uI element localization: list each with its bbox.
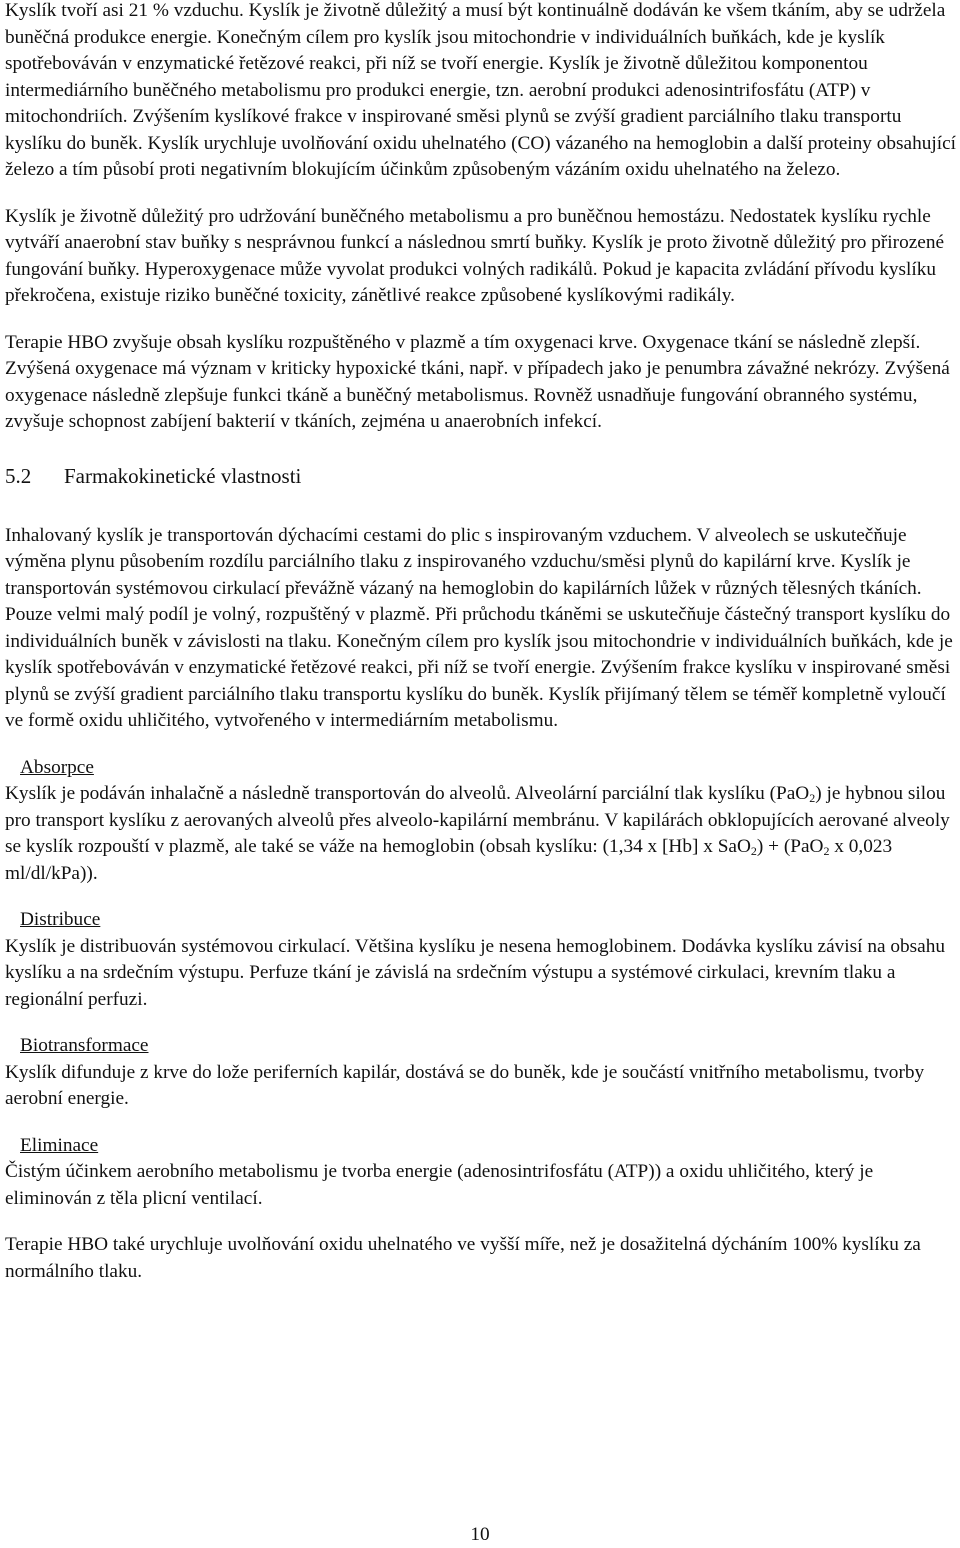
subheading-biotransformace: Biotransformace xyxy=(20,1035,149,1056)
paragraph-hbo-therapy: Terapie HBO zvyšuje obsah kyslíku rozpuštěného v plazmě a tím oxygenaci krve. Oxygenace tkání se následně zlepší. Zvýšená oxygenace má význam v kriticky hypoxické tkáni, např. v případech jako je penumbra závažné nekrózy. Zvýšená oxygenace následně zlepšuje funkci tkáně a buněčný metabolismus. Rovněž usnadňuje fungování obranného systému, zvyšuje schopnost zabíjení bakterií v tkáních, zejména u anaerobních infekcí. xyxy=(5,331,950,432)
subheading-distribuce: Distribuce xyxy=(20,909,101,930)
page-number: 10 xyxy=(470,1524,490,1545)
paragraph-pharmacokinetics: Inhalovaný kyslík je transportován dýchacími cestami do plic s inspirovaným vzduchem. V alveolech se uskutečňuje výměna plynu působením rozdílu parciálního tlaku z inspirovaného vzduchu/směsi plynů do kapilární krve. Kyslík je transportován systémovou cirkulací převážně vázaný na hemoglobin do kapilárních lůžek v různých tělesných tkáních. Pouze velmi malý podíl je volný, rozpuštěný v plazmě. Při průchodu tkáněmi se uskutečňuje částečný transport kyslíku do individuálních buněk v závislosti na tlaku. Konečným cílem pro kyslík jsou mitochondrie v individuálních buňkách, kde je kyslík spotřebováván v enzymatické řetězové reakci, při níž se tvoří energie. Zvýšením frakce kyslíku v inspirované směsi plynů se zvýší gradient parciálního tlaku transportu kyslíku do buněk. Kyslík přijímaný tělem se téměř kompletně vyloučí ve formě oxidu uhličitého, vytvořeného v intermediárním metabolismu. xyxy=(5,524,953,731)
paragraph-oxygen-metabolism: Kyslík je životně důležitý pro udržování buněčného metabolismu a pro buněčnou hemostázu. Nedostatek kyslíku rychle vytváří anaerobní stav buňky s nesprávnou funkcí a následnou smrtí buňky. Kyslík je proto životně důležitý pro přirozené fungování buňky. Hyperoxygenace může vyvolat produkci volných radikálů. Pokud je kapacita zvládání přívodu kyslíku překročena, existuje riziko buněčné toxicity, zánětlivé reakce způsobené kyslíkovými radikály. xyxy=(5,205,945,306)
subheading-absorpce: Absorpce xyxy=(20,756,94,778)
paragraph-biotransformace: Kyslík difunduje z krve do lože periferních kapilár, dostává se do buněk, kde je součástí vnitřního metabolismu, tvorby aerobní energie. xyxy=(5,1061,925,1109)
section-number: 5.2 xyxy=(5,463,32,488)
subheading-eliminace: Eliminace xyxy=(20,1134,99,1156)
paragraph-absorpce: Kyslík je podáván inhalačně a následně transportován do alveolů. Alveolární parciální tlak kyslíku (PaO$_2$) je hybnou silou pro transport kyslíku z aerovaných alveolů přes alveolo-kapilární membránu. V kapilárách obklopujících aerované alveoly se kyslík rozpouští v plazmě, ale také se váže na hemoglobin (obsah kyslíku: (1,34 x [Hb] x SaO$_2$) + (PaO$_2$ x 0,023 ml/dl/kPa)). xyxy=(5,783,950,884)
paragraph-hbo-carbon-monoxide: Terapie HBO také urychluje uvolňování oxidu uhelnatého ve vyšší míře, než je dosažitelná dýcháním 100% kyslíku za normálního tlaku. xyxy=(5,1234,921,1282)
section-title: Farmakokinetické vlastnosti xyxy=(64,463,302,488)
section-heading xyxy=(5,462,960,490)
paragraph-eliminace: Čistým účinkem aerobního metabolismu je tvorba energie (adenosintrifosfátu (ATP)) a oxidu uhličitého, který je eliminován z těla plicní ventilací. xyxy=(5,1161,874,1209)
paragraph-oxygen-overview: Kyslík tvoří asi 21 % vzduchu. Kyslík je životně důležitý a musí být kontinuálně dodáván ke všem tkáním, aby se udržela buněčná produkce energie. Konečným cílem pro kyslík jsou mitochondrie v individuálních buňkách, kde je kyslík spotřebováván v enzymatické řetězové reakci, při níž se tvoří energie. Kyslík je životně důležitou komponentou intermediárního buněčného metabolismu pro produkci energie, tzn. aerobní produkci adenosintrifosfátu (ATP) v mitochondriích. Zvýšením kyslíkové frakce v inspirované směsi plynů se zvýší gradient parciálního tlaku transportu kyslíku do buněk. Kyslík urychluje uvolňování oxidu uhelnatého (CO) vázaného na hemoglobin a další proteiny obsahující železo a tím působí proti negativním blokujícím účinkům způsobeným vázáním oxidu uhelnatého na železo. xyxy=(5,0,957,180)
paragraph-distribuce: Kyslík je distribuován systémovou cirkulací. Většina kyslíku je nesena hemoglobinem. Dodávka kyslíku závisí na obsahu kyslíku a na srdečním výstupu. Perfuze tkání je závislá na srdečním výstupu a systémové cirkulaci, krevním tlaku a regionální perfuzi. xyxy=(5,935,945,1010)
document-page xyxy=(5,0,960,1285)
